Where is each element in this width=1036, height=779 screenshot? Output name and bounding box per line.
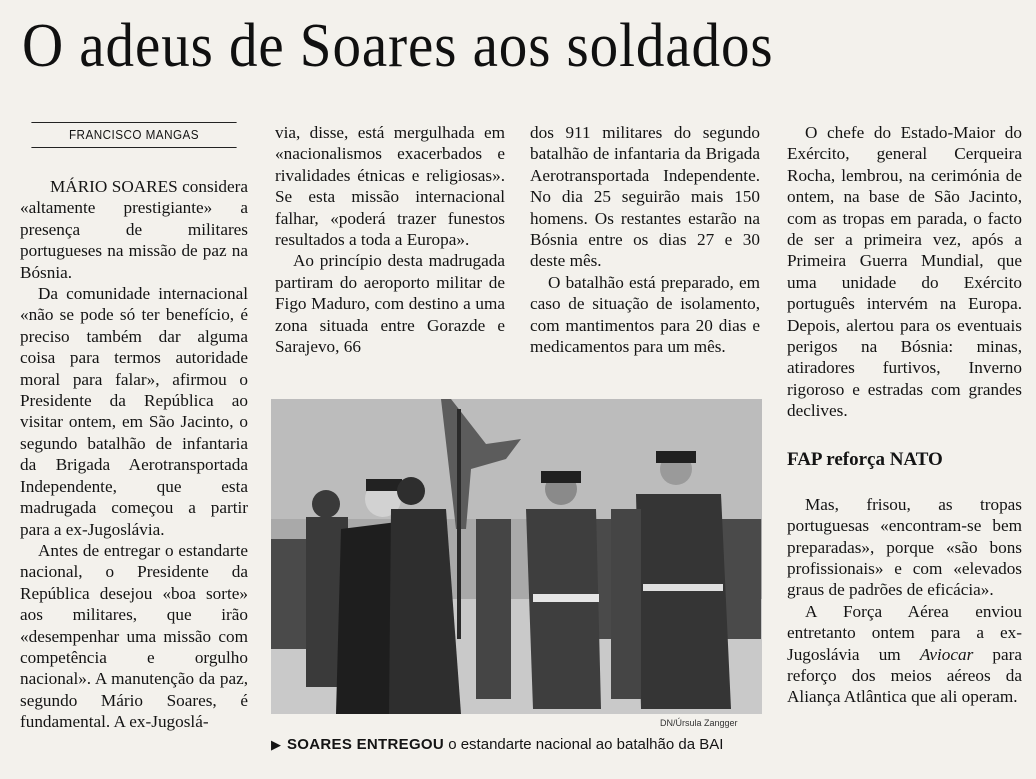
paragraph: Mas, frisou, as tropas portuguesas «encontram-se bem preparadas», porque «são bons profissionais» e com «elevados graus de padrões de eficácia». — [787, 494, 1022, 600]
column-1 — [20, 122, 248, 733]
caption-text: o estandarte nacional ao batalhão da BAI — [448, 736, 724, 753]
paragraph: Da comunidade internacional «não se pode só ter benefício, é preciso também dar alguma coisa para termos autoridade moral para falar», afirmou o Presidente da República ao visitar ontem, em São Jacinto, o segundo batalhão de infantaria da Brigada Aerotransportada Independente, que esta madrugada começou a partir para a ex-Jugoslávia. — [20, 284, 248, 539]
photo-caption — [271, 734, 762, 756]
caption-arrow-icon: ▶ — [271, 737, 281, 752]
paragraph: via, disse, está mergulhada em «nacionalismos exacerbados e rivalidades étnicas e religiosas». Se esta missão internacional falhar, «poderá trazer funestos resultados a toda a Europa». — [275, 123, 505, 250]
text: A Força Aérea enviou entretanto ontem para a ex-Jugoslávia um — [787, 601, 1022, 664]
paragraph: O batalhão está preparado, em caso de situação de isolamento, com mantimentos para 20 dias e medicamentos para um mês. — [530, 272, 760, 357]
subheading: FAP reforça NATO — [787, 448, 943, 470]
paragraph — [20, 176, 248, 283]
paragraph: Ao princípio desta madrugada partiram do aeroporto militar de Figo Maduro, com destino a uma zona situada entre Gorazde e Sarajevo, 66 — [275, 251, 505, 357]
lead-text: considera «altamente prestigiante» a presença de militares portugueses na missão de paz na Bósnia. — [20, 177, 248, 282]
paragraph: dos 911 militares do segundo batalhão de infantaria da Brigada Aerotransportada Independente. No dia 25 seguirão mais 150 homens. Os restantes estarão na Bósnia entre os dias 27 e 30 deste mês. — [530, 123, 760, 271]
headline: O adeus de Soares aos soldados — [22, 12, 774, 80]
lead-name: MÁRIO SOARES — [50, 177, 178, 196]
photo-credit: DN/Úrsula Zangger — [660, 718, 738, 728]
paragraph — [787, 601, 1022, 708]
caption-lead: SOARES ENTREGOU — [287, 736, 445, 753]
text: para reforço dos meios aéreos da Aliança Atlântica que ali operam. — [787, 644, 1022, 707]
italic-text: Aviocar — [919, 644, 974, 664]
paragraph: Antes de entregar o estandarte nacional, o Presidente da República desejou «boa sorte» aos militares, que irão «desempenhar uma missão com competência e orgulho nacional». A manutenção da paz, segundo Mário Soares, é fundamental. A ex-Jugoslá- — [20, 540, 248, 732]
column-3 — [530, 122, 760, 357]
byline: FRANCISCO MANGAS — [31, 122, 236, 148]
column-2 — [275, 122, 505, 357]
column-4 — [787, 122, 1022, 708]
paragraph: O chefe do Estado-Maior do Exército, general Cerqueira Rocha, lembrou, na cerimónia de ontem, na base de São Jacinto, com as tropas em parada, o facto de ser a primeira vez, após a Primeira Guerra Mundial, que uma unidade do Exército português intervém na Europa. Depois, alertou para os eventuais perigos na Bósnia: minas, atiradores furtivos, Inverno rigoroso e estradas com grandes declives. — [787, 123, 1022, 421]
ceremony-photo — [271, 399, 762, 714]
